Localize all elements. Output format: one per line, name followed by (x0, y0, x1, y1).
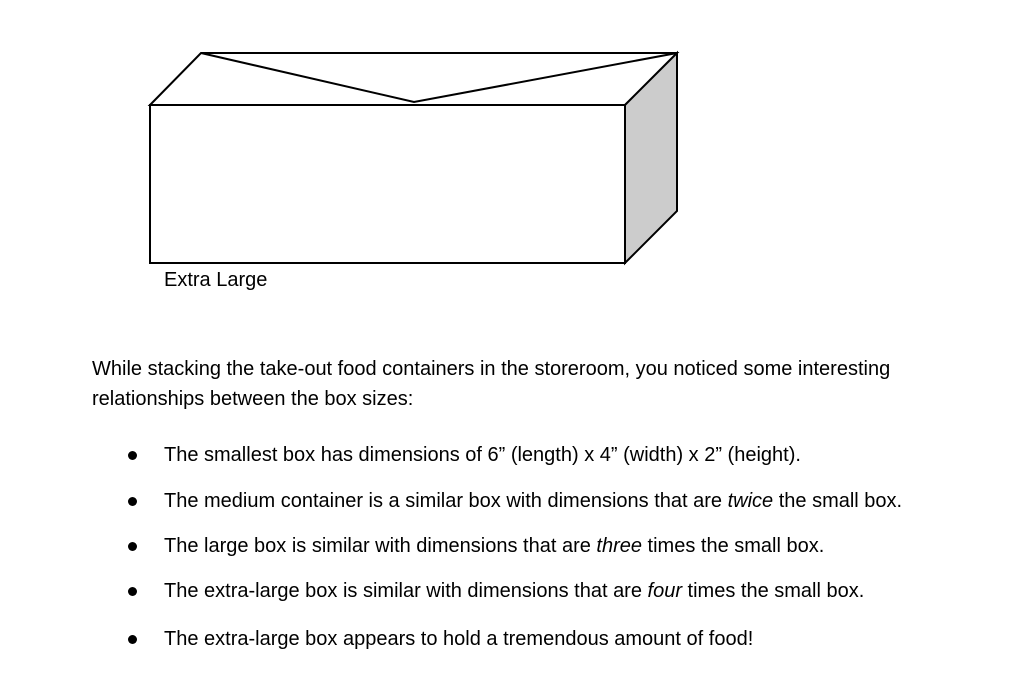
bullet-icon (128, 635, 137, 644)
emphasis-text: three (596, 535, 642, 557)
box-front-face (150, 105, 625, 263)
emphasis-text: twice (727, 490, 774, 512)
list-item (92, 441, 992, 470)
list-item (92, 625, 992, 654)
list-item-text: The extra-large box is similar with dimensions that are four times the small box. (164, 580, 865, 602)
list-item-text: The large box is similar with dimensions that are three times the small box. (164, 535, 825, 557)
box-top-face (150, 53, 677, 105)
list-item-text: The smallest box has dimensions of 6” (length) x 4” (width) x 2” (height). (164, 444, 801, 466)
bullet-icon (128, 451, 137, 460)
list-item (92, 487, 992, 516)
box-size-label: Extra Large (164, 269, 268, 291)
list-item-text: The medium container is a similar box with dimensions that are twice the small box. (164, 490, 903, 512)
list-item (92, 577, 992, 606)
emphasis-text: four (647, 580, 682, 602)
list-item (92, 532, 992, 561)
bullet-icon (128, 497, 137, 506)
intro-paragraph: While stacking the take-out food containers in the storeroom, you noticed some interesting relationships between the box sizes: (92, 358, 891, 410)
bullet-icon (128, 587, 137, 596)
extra-large-box-diagram (0, 0, 1024, 300)
box-facts-list (92, 441, 992, 654)
bullet-icon (128, 542, 137, 551)
list-item-text: The extra-large box appears to hold a tremendous amount of food! (164, 628, 754, 650)
